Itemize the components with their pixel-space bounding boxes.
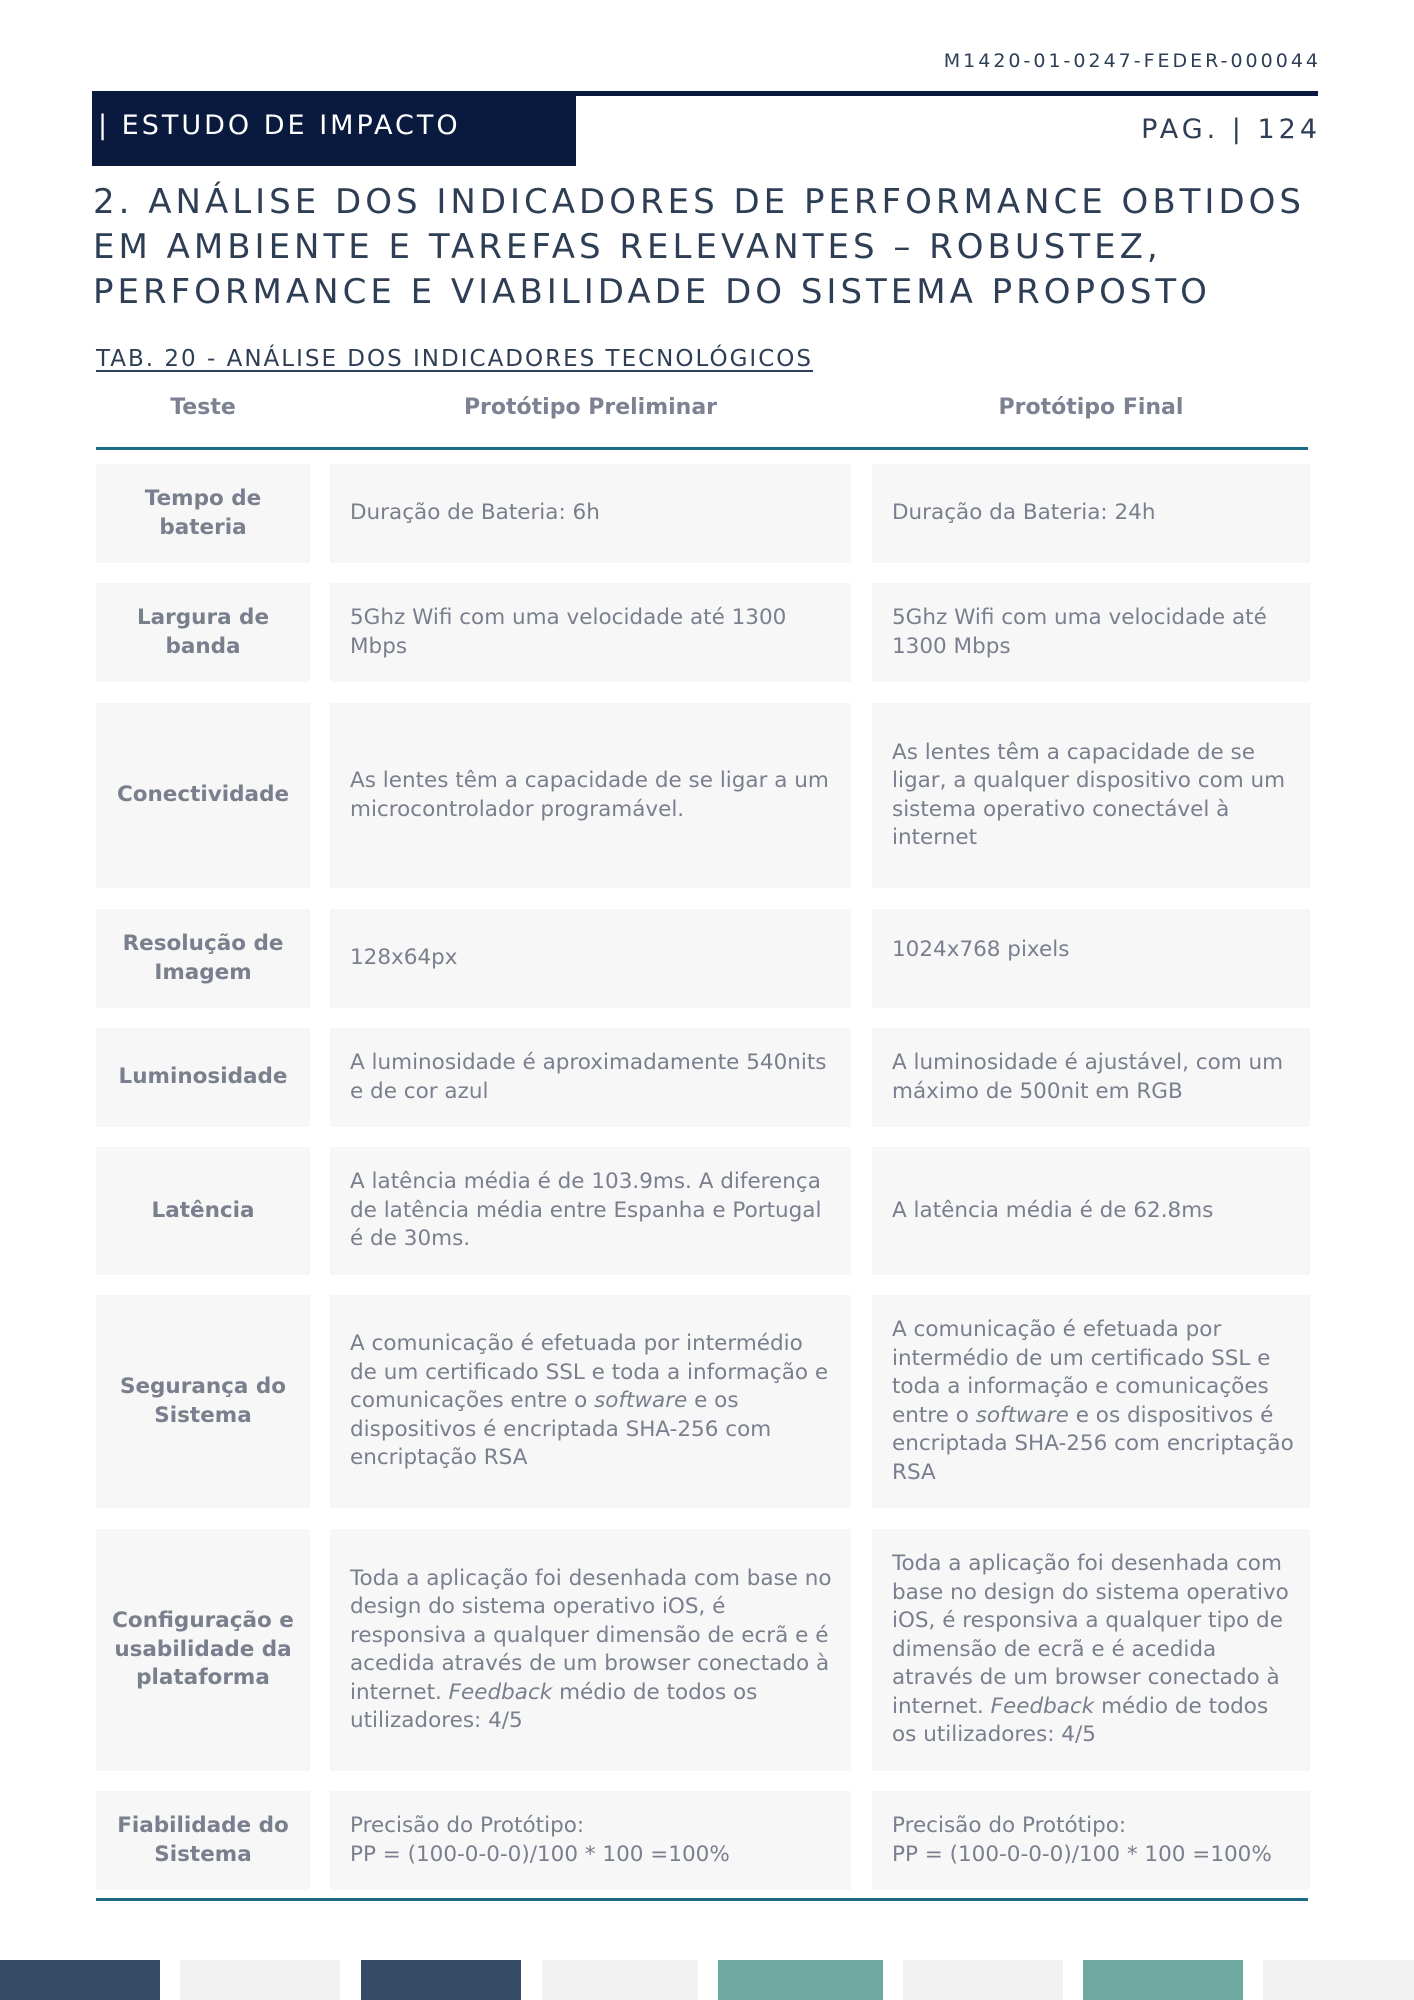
footer-bar-teal (1083, 1960, 1243, 2000)
footer-bar-navy (361, 1960, 521, 2000)
footer-bar-light (903, 1960, 1063, 2000)
row-test-label: Tempo de bateria (96, 464, 310, 563)
table-header-rule (96, 447, 1308, 450)
row-test-label: Luminosidade (96, 1028, 310, 1127)
row-preliminary-value: A latência média é de 103.9ms. A diferença de latência média entre Espanha e Portugal é de 30ms. (330, 1147, 851, 1275)
footer-bar-navy (0, 1960, 160, 2000)
column-header-preliminary: Protótipo Preliminar (463, 395, 718, 420)
row-test-label: Latência (96, 1147, 310, 1275)
table-bottom-rule (96, 1898, 1308, 1901)
row-test-label: Resolução de Imagem (96, 909, 310, 1008)
row-final-value: 1024x768 pixels (872, 909, 1310, 1008)
row-test-label: Fiabilidade do Sistema (96, 1791, 310, 1890)
footer-bar-light (1263, 1960, 1414, 2000)
row-test-label: Segurança do Sistema (96, 1295, 310, 1508)
footer-bar-light (180, 1960, 340, 2000)
column-header-final: Protótipo Final (998, 395, 1184, 420)
section-title: 2. ANÁLISE DOS INDICADORES DE PERFORMANCE OBTIDOS EM AMBIENTE E TAREFAS RELEVANTES – ROBUSTEZ, PERFORMANCE E VIABILIDADE DO SISTEMA PROPOSTO (93, 182, 1305, 312)
row-final-value: A luminosidade é ajustável, com um máximo de 500nit em RGB (872, 1028, 1310, 1127)
row-preliminary-value: Precisão do Protótipo: PP = (100-0-0-0)/100 * 100 =100% (330, 1791, 851, 1890)
row-preliminary-value: Toda a aplicação foi desenhada com base no design do sistema operativo iOS, é responsiva a qualquer dimensão de ecrã e é acedida através de um browser conectado à internet. Feedback médio de todos os utilizadores: 4/5 (330, 1529, 851, 1771)
row-final-value: Precisão do Protótipo: PP = (100-0-0-0)/100 * 100 =100% (872, 1791, 1310, 1890)
row-final-value: As lentes têm a capacidade de se ligar, a qualquer dispositivo com um sistema operativo conectável à internet (872, 703, 1310, 888)
footer-bar-light (542, 1960, 698, 2000)
row-final-value: A latência média é de 62.8ms (872, 1147, 1310, 1275)
footer-bar-teal (718, 1960, 883, 2000)
column-header-test: Teste (170, 395, 236, 420)
row-test-label: Configuração e usabilidade da plataforma (96, 1529, 310, 1771)
page-number: PAG. | 124 (1141, 114, 1321, 145)
row-preliminary-value: 128x64px (330, 909, 851, 1008)
row-preliminary-value: A luminosidade é aproximadamente 540nits e de cor azul (330, 1028, 851, 1127)
row-final-value: Duração da Bateria: 24h (872, 464, 1310, 563)
row-test-label: Largura de banda (96, 583, 310, 682)
row-final-value: 5Ghz Wifi com uma velocidade até 1300 Mbps (872, 583, 1310, 682)
row-preliminary-value: A comunicação é efetuada por intermédio de um certificado SSL e toda a informação e comunicações entre o software e os dispositivos é encriptada SHA-256 com encriptação RSA (330, 1295, 851, 1508)
row-test-label: Conectividade (96, 703, 310, 888)
table-caption: TAB. 20 - ANÁLISE DOS INDICADORES TECNOLÓGICOS (96, 346, 813, 372)
document-code: M1420-01-0247-FEDER-000044 (943, 50, 1321, 72)
row-final-value: A comunicação é efetuada por intermédio de um certificado SSL e toda a informação e comunicações entre o software e os dispositivos é encriptada SHA-256 com encriptação RSA (872, 1295, 1310, 1508)
row-preliminary-value: 5Ghz Wifi com uma velocidade até 1300 Mbps (330, 583, 851, 682)
header-banner: | ESTUDO DE IMPACTO (92, 91, 576, 166)
row-final-value: Toda a aplicação foi desenhada com base no design do sistema operativo iOS, é responsiva a qualquer tipo de dimensão de ecrã e é acedida através de um browser conectado à internet. Feedback médio de todos os utilizadores: 4/5 (872, 1529, 1310, 1771)
row-preliminary-value: As lentes têm a capacidade de se ligar a um microcontrolador programável. (330, 703, 851, 888)
row-preliminary-value: Duração de Bateria: 6h (330, 464, 851, 563)
